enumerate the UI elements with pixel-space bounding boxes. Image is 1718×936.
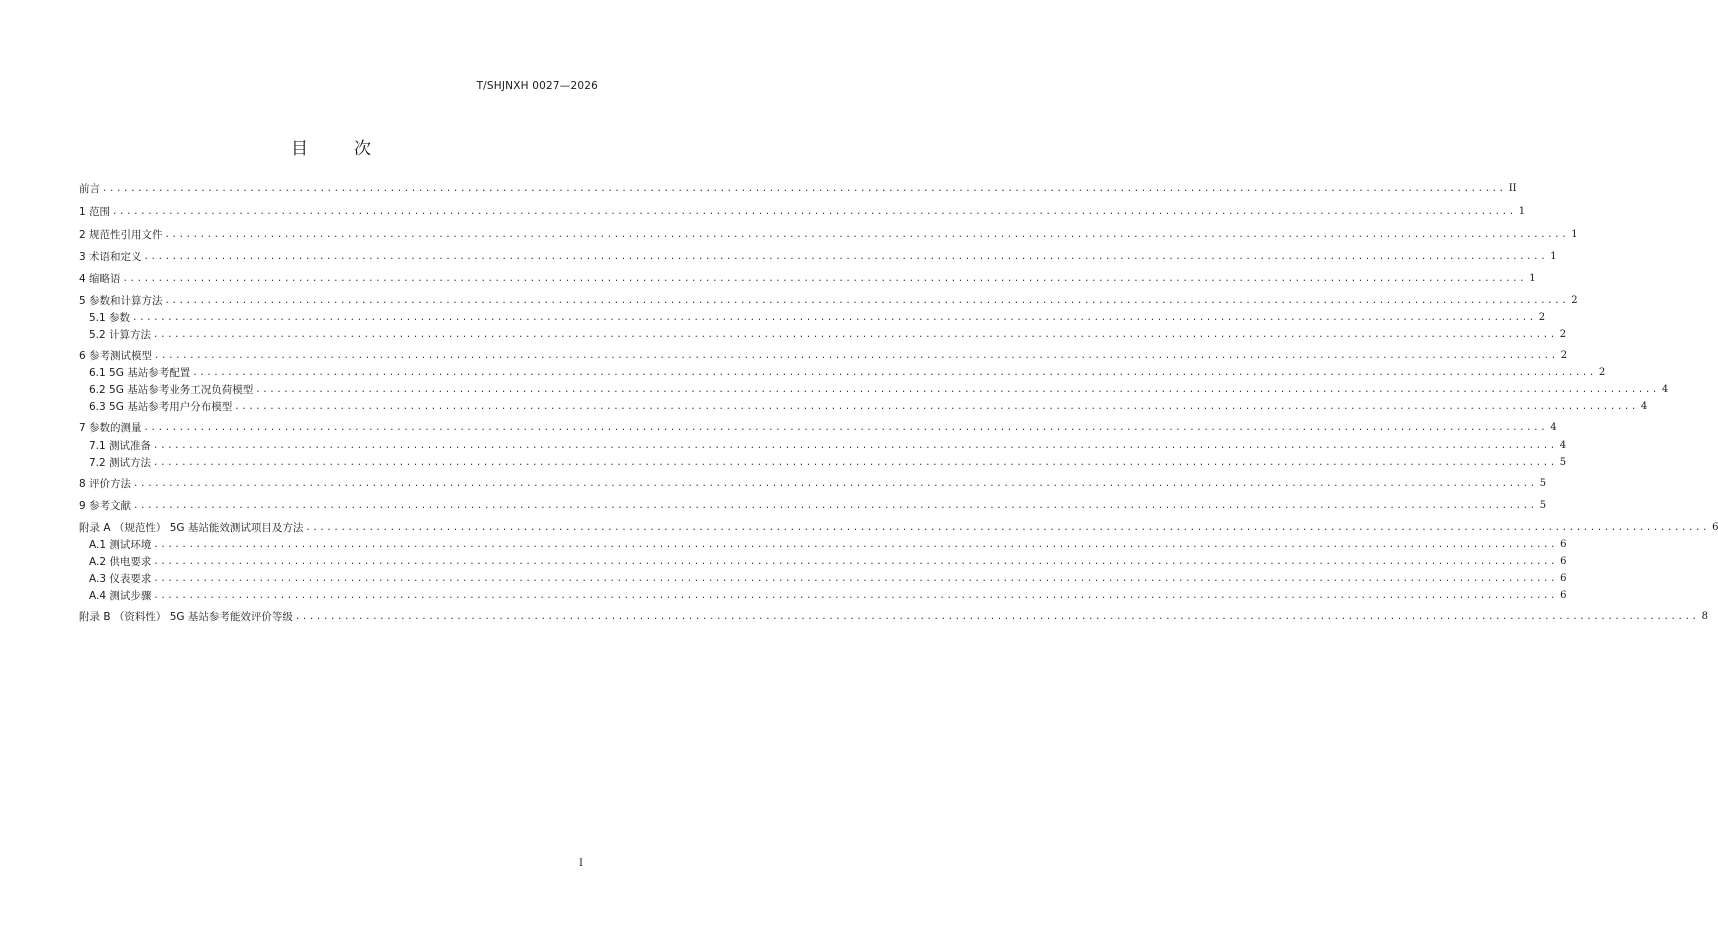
toc-entry-label: A.4 测试步骤 <box>89 590 152 602</box>
toc-entry-page: 2 <box>1571 295 1578 306</box>
toc-entry-page: 4 <box>1640 401 1648 412</box>
toc-entry-parameters-and-calculation[interactable] <box>79 294 1578 308</box>
toc-entry-6-3[interactable] <box>89 400 1648 414</box>
toc-entry-a-3[interactable] <box>89 572 1567 586</box>
toc-entry-label: 1 范围 <box>79 206 111 218</box>
document-code: T/SHJNXH 0027—2026 <box>476 80 598 92</box>
toc-entry-page: 6 <box>1560 539 1567 550</box>
toc-leader-dots: ........................................................................................................................................................................................................ <box>122 274 1527 284</box>
toc-entry-7-1[interactable] <box>89 439 1567 453</box>
toc-entry-label: 5.2 计算方法 <box>89 329 152 341</box>
toc-entry-label: 附录 A （规范性） 5G 基站能效测试项目及方法 <box>79 522 304 534</box>
toc-leader-dots: ........................................................................................................................................................................................................ <box>153 458 1557 468</box>
toc-entry-page: 2 <box>1598 367 1606 378</box>
toc-leader-dots: ........................................................................................................................................................................................................ <box>294 612 1699 622</box>
toc-leader-dots: ........................................................................................................................................................................................................ <box>153 441 1557 451</box>
toc-entry-evaluation-method[interactable] <box>79 477 1547 491</box>
toc-entry-label: 8 评价方法 <box>79 478 132 490</box>
toc-leader-dots: ........................................................................................................................................................................................................ <box>153 330 1557 340</box>
toc-entry-page: 1 <box>1529 273 1536 284</box>
toc-entry-page: 6 <box>1560 556 1567 567</box>
toc-leader-dots: ........................................................................................................................................................................................................ <box>164 296 1569 306</box>
toc-entry-a-4[interactable] <box>89 589 1567 603</box>
toc-entry-6-2[interactable] <box>89 383 1669 397</box>
toc-entry-reference-test-model[interactable] <box>79 349 1568 363</box>
toc-entry-label: 6 参考测试模型 <box>79 350 153 362</box>
toc-leader-dots: ........................................................................................................................................................................................................ <box>112 207 1516 217</box>
toc-entry-page: II <box>1508 183 1517 194</box>
toc-entry-label: A.1 测试环境 <box>89 539 152 551</box>
toc-entry-6-1[interactable] <box>89 366 1606 380</box>
toc-entry-page: 4 <box>1661 384 1669 395</box>
toc-entry-normative-references[interactable] <box>79 228 1578 242</box>
toc-entry-page: 8 <box>1701 611 1708 622</box>
toc-entry-label: 9 参考文献 <box>79 500 132 512</box>
toc-entry-page: 1 <box>1518 206 1526 217</box>
toc-entry-label: 6.1 5G 基站参考配置 <box>89 367 191 379</box>
toc-entry-label: 4 缩略语 <box>79 273 121 285</box>
toc-entry-abbreviations[interactable] <box>79 272 1536 286</box>
toc-entry-page: 6 <box>1560 573 1567 584</box>
toc-entry-parameter-measurement[interactable] <box>79 421 1557 435</box>
toc-leader-dots: ........................................................................................................................................................................................................ <box>102 184 1506 194</box>
toc-entry-annex-a[interactable] <box>79 521 1718 535</box>
toc-leader-dots: ........................................................................................................................................................................................................ <box>305 523 1710 533</box>
toc-leader-dots: ........................................................................................................................................................................................................ <box>133 501 1537 511</box>
toc-leader-dots: ........................................................................................................................................................................................................ <box>234 402 1638 412</box>
toc-entry-page: 1 <box>1550 251 1557 262</box>
toc-entry-label: A.3 仪表要求 <box>89 573 152 585</box>
toc-entry-label: 6.3 5G 基站参考用户分布模型 <box>89 401 233 413</box>
toc-entry-page: 5 <box>1539 478 1547 489</box>
toc-leader-dots: ........................................................................................................................................................................................................ <box>153 557 1558 567</box>
toc-entry-5-1[interactable] <box>89 311 1546 325</box>
title-char-1: 目 <box>291 139 308 159</box>
toc-leader-dots: ........................................................................................................................................................................................................ <box>153 540 1558 550</box>
toc-entry-label: 附录 B （资料性） 5G 基站参考能效评价等级 <box>79 611 293 623</box>
toc-entry-bibliography[interactable] <box>79 499 1547 513</box>
toc-entry-foreword[interactable] <box>79 182 1517 196</box>
toc-leader-dots: ........................................................................................................................................................................................................ <box>154 351 1558 361</box>
toc-leader-dots: ........................................................................................................................................................................................................ <box>192 368 1596 378</box>
toc-leader-dots: ........................................................................................................................................................................................................ <box>255 385 1659 395</box>
toc-entry-label: 7.1 测试准备 <box>89 440 152 452</box>
toc-entry-label: 6.2 5G 基站参考业务工况负荷模型 <box>89 384 254 396</box>
toc-entry-label: 5 参数和计算方法 <box>79 295 163 307</box>
toc-entry-label: 3 术语和定义 <box>79 251 142 263</box>
toc-entry-annex-b[interactable] <box>79 610 1708 624</box>
toc-entry-page: 4 <box>1550 422 1557 433</box>
toc-leader-dots: ........................................................................................................................................................................................................ <box>153 591 1558 601</box>
toc-leader-dots: ........................................................................................................................................................................................................ <box>153 574 1558 584</box>
toc-entry-label: 前言 <box>79 183 100 195</box>
toc-entry-page: 5 <box>1559 457 1567 468</box>
toc-entry-page: 4 <box>1559 440 1567 451</box>
toc-entry-label: 5.1 参数 <box>89 312 131 324</box>
toc-entry-page: 2 <box>1538 312 1546 323</box>
title-char-2: 次 <box>354 139 371 159</box>
toc-leader-dots: ........................................................................................................................................................................................................ <box>164 230 1569 240</box>
toc-entry-label: A.2 供电要求 <box>89 556 152 568</box>
toc-entry-page: 1 <box>1571 229 1578 240</box>
toc-leader-dots: ........................................................................................................................................................................................................ <box>143 252 1548 262</box>
toc-entry-page: 5 <box>1539 500 1547 511</box>
toc-entry-5-2[interactable] <box>89 328 1567 342</box>
toc-entry-page: 6 <box>1560 590 1567 601</box>
toc-entry-label: 2 规范性引用文件 <box>79 229 163 241</box>
toc-leader-dots: ........................................................................................................................................................................................................ <box>143 423 1548 433</box>
toc-leader-dots: ........................................................................................................................................................................................................ <box>132 313 1536 323</box>
toc-entry-a-1[interactable] <box>89 538 1567 552</box>
toc-leader-dots: ........................................................................................................................................................................................................ <box>133 479 1537 489</box>
toc-entry-page: 2 <box>1560 350 1568 361</box>
toc-entry-label: 7.2 测试方法 <box>89 457 152 469</box>
footer-page-number: I <box>579 858 583 869</box>
toc-entry-scope[interactable] <box>79 205 1526 219</box>
toc-entry-7-2[interactable] <box>89 456 1567 470</box>
toc-entry-label: 7 参数的测量 <box>79 422 142 434</box>
toc-entry-page: 6 <box>1712 522 1718 533</box>
toc-entry-terms[interactable] <box>79 250 1557 264</box>
toc-entry-a-2[interactable] <box>89 555 1567 569</box>
toc-entry-page: 2 <box>1559 329 1567 340</box>
